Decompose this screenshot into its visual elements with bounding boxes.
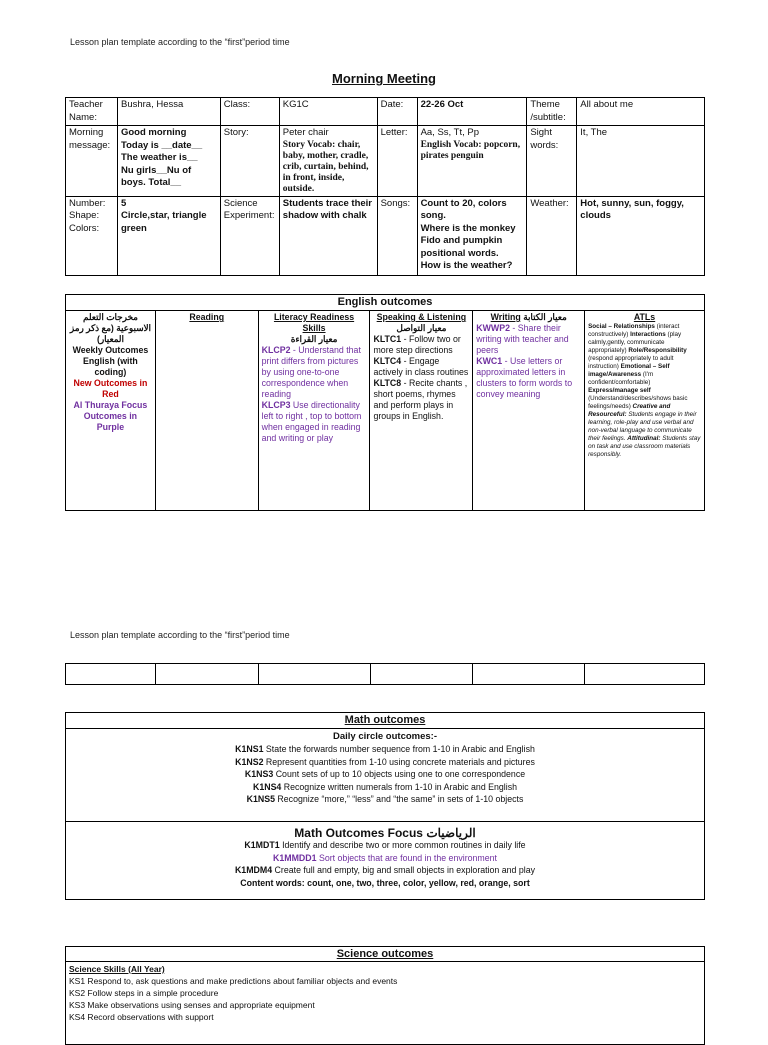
atl-header: ATLs bbox=[633, 312, 656, 322]
content-words: Content words: count, one, two, three, color, yellow, red, orange, sort bbox=[240, 877, 530, 888]
outcome-code: K1MDT1 bbox=[244, 840, 280, 850]
blank-cell bbox=[155, 664, 258, 685]
daily-circle-list bbox=[69, 743, 701, 806]
atl-item-text: (I'm confident/comfortable) bbox=[588, 371, 654, 386]
math-focus-outcome bbox=[69, 864, 701, 877]
science-skill-item: KS2 Follow steps in a simple procedure bbox=[69, 988, 219, 998]
atl-creative-head: Creative and Resourceful: bbox=[588, 403, 671, 418]
teacher-value: Bushra, Hessa bbox=[117, 98, 220, 126]
science-skills-list bbox=[69, 975, 701, 1023]
science-skill-item: KS4 Record observations with support bbox=[69, 1012, 214, 1022]
atl-item-head: Role/Responsibility bbox=[628, 347, 687, 354]
teacher-label: Teacher Name: bbox=[66, 98, 118, 126]
outcome-code: K1NS2 bbox=[235, 756, 264, 767]
morning-meeting-table bbox=[65, 97, 705, 276]
literacy-outcome bbox=[262, 345, 367, 400]
daily-circle-outcome bbox=[69, 743, 701, 756]
story-vocab: Story Vocab: chair, baby, mother, cradle, crib, curtain, behind, in front, inside, outside. bbox=[282, 139, 369, 194]
reading-header: Reading bbox=[189, 312, 225, 322]
writing-header-row bbox=[476, 312, 581, 323]
page-header-text-2: Lesson plan template according to the “first”period time bbox=[70, 630, 290, 640]
morning-message-value: Good morning Today is __date__ The weather is__ Nu girls__Nu of boys. Total__ bbox=[117, 126, 220, 197]
literacy-arabic: معيار القراءة bbox=[290, 334, 338, 344]
reading-cell bbox=[155, 311, 258, 511]
outcome-text: Sort objects that are found in the environment bbox=[316, 852, 497, 863]
songs-value: Count to 20, colors song. Where is the monkey Fido and pumpkin positional words. How is the weather? bbox=[417, 196, 527, 275]
science-skill-item: KS1 Respond to, ask questions and make predictions about familiar objects and events bbox=[69, 976, 398, 986]
outcome-code: K1MMDD1 bbox=[273, 852, 317, 863]
weekly-outcomes-arabic: مخرجات التعلم الاسبوعية (مع ذكر رمز المعيار) bbox=[69, 312, 151, 344]
atl-item-text: (interact constructively) bbox=[588, 323, 680, 338]
outcome-code: K1MDM4 bbox=[234, 865, 273, 875]
daily-circle-cell bbox=[66, 728, 705, 821]
science-outcomes-table bbox=[65, 946, 705, 1045]
theme-value: All about me bbox=[577, 98, 705, 126]
outcome-text: State the forwards number sequence from 1-10 in Arabic and English bbox=[263, 744, 535, 754]
writing-cell bbox=[473, 311, 585, 511]
weekly-outcomes-english: Weekly Outcomes English (with coding) bbox=[72, 345, 149, 377]
outcome-text: Count sets of up to 10 objects using one to one correspondence bbox=[273, 769, 526, 779]
focus-outcomes-purple-note: Al Thuraya Focus Outcomes in Purple bbox=[73, 400, 148, 432]
outcome-code: KLCP2 bbox=[261, 345, 291, 355]
atl-item-head: Social – Relationships bbox=[588, 323, 655, 330]
speaking-outcome bbox=[373, 356, 469, 378]
date-label: Date: bbox=[377, 98, 417, 126]
outcome-text: - Follow two or more step directions bbox=[373, 334, 461, 355]
class-value: KG1C bbox=[279, 98, 377, 126]
english-outcomes-table bbox=[65, 294, 705, 511]
blank-cell bbox=[473, 664, 585, 685]
letter-cell bbox=[417, 126, 527, 197]
atl-cell bbox=[585, 311, 705, 511]
writing-outcome bbox=[476, 323, 581, 356]
blank-cell bbox=[370, 664, 473, 685]
speaking-header: Speaking & Listening bbox=[376, 312, 467, 322]
math-focus-outcome bbox=[69, 839, 701, 852]
science-skill-item: KS3 Make observations using senses and appropriate equipment bbox=[69, 1000, 315, 1010]
literacy-cell bbox=[258, 311, 370, 511]
atl-attitudinal-head: Attitudinal: bbox=[627, 435, 661, 442]
literacy-header: Literacy Readiness Skills bbox=[273, 312, 355, 333]
atl-creative-text: Students engage in their learning, role-play and use verbal and non-verbal language to communicate their feelings. bbox=[588, 411, 697, 442]
outcome-text: Identify and describe two or more common routines in daily life bbox=[279, 840, 526, 850]
math-outcomes-table bbox=[65, 712, 705, 900]
math-focus-title: Math Outcomes Focus الرياضيات bbox=[294, 825, 476, 840]
outcome-text: - Understand that print differs from pictures by using one-to-one correspondence when reading bbox=[261, 345, 361, 399]
outcome-text: Recognize written numerals from 1-10 in Arabic and English bbox=[281, 781, 518, 792]
outcome-text: - Use letters or approximated letters in clusters to form words to convey meaning bbox=[476, 356, 573, 399]
literacy-outcome bbox=[262, 400, 367, 444]
atl-item-text: (play calmly,gently, communicate appropriately) bbox=[588, 331, 682, 354]
outcome-code: K1NS4 bbox=[252, 781, 282, 792]
math-focus-cell bbox=[66, 821, 705, 900]
date-value: 22-26 Oct bbox=[417, 98, 527, 126]
story-label: Story: bbox=[220, 126, 279, 197]
outcome-text: - Recite chants , short poems, rhymes and perform plays in groups in English. bbox=[373, 378, 468, 421]
morning-message-label: Morning message: bbox=[66, 126, 118, 197]
atl-item-text: (Understand/describes/shows basic feelings/needs) bbox=[588, 395, 688, 410]
math-outcomes-title: Math outcomes bbox=[66, 713, 705, 729]
letter-vocab: English Vocab: popcorn, pirates penguin bbox=[420, 139, 521, 161]
daily-circle-title: Daily circle outcomes:- bbox=[332, 730, 437, 742]
science-experiment-label: Science Experiment: bbox=[220, 196, 279, 275]
daily-circle-outcome bbox=[69, 768, 701, 781]
number-shape-colors-label: Number: Shape: Colors: bbox=[66, 196, 118, 275]
weather-value: Hot, sunny, sun, foggy, clouds bbox=[577, 196, 705, 275]
weather-label: Weather: bbox=[527, 196, 577, 275]
atl-item-head: Emotional – Self image/Awareness bbox=[588, 363, 670, 378]
math-focus-list bbox=[69, 839, 701, 877]
atl-item-head: Express/manage self bbox=[588, 387, 651, 394]
morning-meeting-title: Morning Meeting bbox=[332, 71, 436, 86]
science-skills-title: Science Skills (All Year) bbox=[69, 964, 165, 974]
number-shape-colors-value: 5 Circle,star, triangle green bbox=[117, 196, 220, 275]
outcome-code: K1NS3 bbox=[244, 769, 274, 779]
page-header-text: Lesson plan template according to the “first”period time bbox=[70, 37, 290, 47]
outcome-code: KWWP2 bbox=[476, 323, 510, 333]
outcome-code: KWC1 bbox=[476, 356, 503, 366]
songs-label: Songs: bbox=[377, 196, 417, 275]
sight-words-value: It, The bbox=[577, 126, 705, 197]
daily-circle-outcome bbox=[69, 793, 701, 806]
outcome-text: - Share their writing with teacher and peers bbox=[476, 323, 569, 355]
story-title: Peter chair bbox=[282, 127, 329, 138]
daily-circle-outcome bbox=[69, 781, 701, 794]
outcome-text: Use directionality left to right , top to bottom when engaged in reading and writing or play bbox=[261, 400, 362, 443]
new-outcomes-red-note: New Outcomes in Red bbox=[73, 378, 148, 399]
science-outcomes-title: Science outcomes bbox=[66, 947, 705, 962]
writing-outcomes-list bbox=[476, 323, 581, 400]
weekly-outcomes-cell bbox=[66, 311, 156, 511]
theme-label: Theme /subtitle: bbox=[527, 98, 577, 126]
outcome-text: - Engage actively in class routines bbox=[373, 356, 469, 377]
daily-circle-outcome bbox=[69, 756, 701, 769]
writing-outcome bbox=[476, 356, 581, 400]
blank-template-row bbox=[65, 663, 705, 685]
outcome-code: KLTC8 bbox=[373, 378, 402, 388]
outcome-code: K1NS5 bbox=[246, 794, 275, 804]
english-outcomes-title: English outcomes bbox=[66, 295, 705, 311]
speaking-outcome bbox=[373, 378, 469, 422]
story-cell bbox=[279, 126, 377, 197]
blank-cell bbox=[585, 664, 705, 685]
outcome-text: Create full and empty, big and small objects in exploration and play bbox=[272, 865, 536, 875]
blank-cell bbox=[66, 664, 156, 685]
outcome-code: KLCP3 bbox=[261, 400, 291, 410]
speaking-arabic: معيار التواصل bbox=[396, 323, 447, 333]
writing-header: Writing bbox=[490, 312, 521, 322]
outcome-code: K1NS1 bbox=[235, 744, 264, 754]
atl-attitudinal-text: Students stay on task and use classroom materials responsibly. bbox=[588, 435, 701, 458]
atl-item-text: (respond appropriately to adult instruction) bbox=[588, 355, 674, 370]
class-label: Class: bbox=[220, 98, 279, 126]
outcome-code: KLTC4 bbox=[373, 356, 402, 366]
speaking-outcome bbox=[373, 334, 469, 356]
atl-item-head: Interactions bbox=[630, 331, 666, 338]
math-focus-outcome bbox=[69, 852, 701, 865]
speaking-cell bbox=[370, 311, 473, 511]
letter-letters: Aa, Ss, Tt, Pp bbox=[420, 127, 479, 138]
speaking-outcomes-list bbox=[373, 334, 469, 422]
blank-cell bbox=[258, 664, 370, 685]
atl-items bbox=[588, 323, 687, 410]
science-experiment-value: Students trace their shadow with chalk bbox=[279, 196, 377, 275]
outcome-text: Recognize “more,” “less” and “the same” in sets of 1-10 objects bbox=[274, 794, 524, 804]
outcome-text: Represent quantities from 1-10 using concrete materials and pictures bbox=[263, 756, 535, 767]
writing-arabic: معيار الكتابة bbox=[523, 312, 567, 322]
science-skills-cell bbox=[66, 962, 705, 1045]
literacy-outcomes-list bbox=[262, 345, 367, 444]
atl-body bbox=[588, 323, 701, 459]
letter-label: Letter: bbox=[377, 126, 417, 197]
outcome-code: KLTC1 bbox=[373, 334, 402, 344]
sight-words-label: Sight words: bbox=[527, 126, 577, 197]
